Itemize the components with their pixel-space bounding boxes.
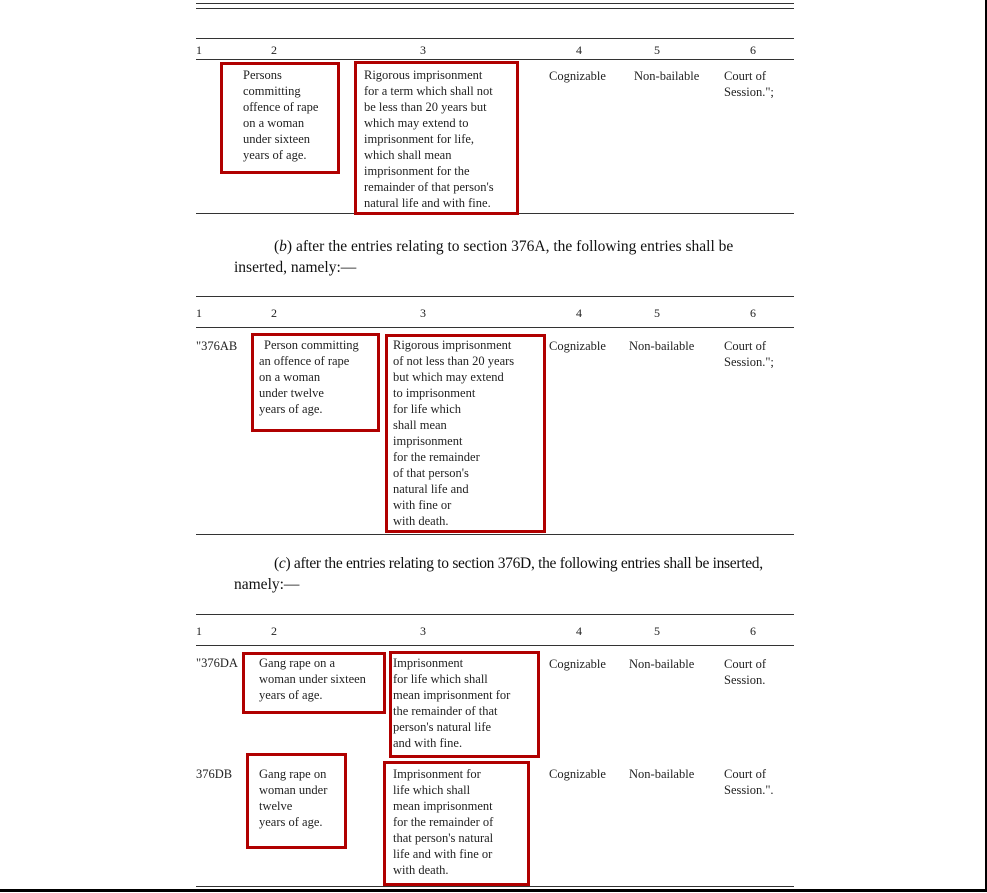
highlight-box-table3-row1-offence	[242, 652, 386, 714]
table1-cognizance-cell: Cognizable	[549, 69, 606, 83]
table3-row1-bail-cell: Non-bailable	[629, 657, 695, 671]
table1-col-4: 4	[576, 43, 582, 57]
table3-col-6: 6	[750, 624, 756, 638]
table3-top-rule	[196, 614, 794, 615]
highlight-box-table2-offence	[251, 333, 380, 432]
table1-col-2: 2	[271, 43, 277, 57]
table2-header-rule	[196, 327, 794, 328]
table3-row1-court-cell: Court of Session.	[724, 657, 767, 687]
table3-row2-offence-cell: Gang rape on woman under twelve years of age.	[259, 767, 328, 829]
table1-header-rule	[196, 59, 794, 60]
table3-header-rule	[196, 645, 794, 646]
table3-row2-court-cell: Court of Session.".	[724, 767, 774, 797]
highlight-box-table3-row2-punishment	[383, 761, 530, 886]
table3-col-3: 3	[420, 624, 426, 638]
highlight-box-table3-row2-offence	[246, 753, 347, 849]
table3-row2-bail-cell: Non-bailable	[629, 767, 695, 781]
paragraph-c: (c) after the entries relating to section 376D, the following entries shall be inserted, namely:—	[234, 555, 763, 593]
table3-row1-cognizance-cell: Cognizable	[549, 657, 606, 671]
top-rule-2	[196, 8, 794, 9]
table1-col-5: 5	[654, 43, 660, 57]
table1-court-cell: Court of Session.";	[724, 69, 774, 99]
table1-top-rule	[196, 38, 794, 39]
table1-offence-cell: Persons committing offence of rape on a woman under sixteen years of age.	[243, 68, 319, 162]
highlight-box-table2-punishment	[385, 334, 546, 533]
table1-col-1: 1	[196, 43, 202, 57]
table3-row1-punishment-cell: Imprisonment for life which shall mean imprisonment for the remainder of that person's natural life and with fine.	[393, 656, 511, 750]
table2-punishment-cell: Rigorous imprisonment of not less than 20 years but which may extend to imprisonment for life which shall mean imprisonment for the remainder of that person's natural life and with fine or with death.	[393, 338, 515, 528]
table3-row2-cognizance-cell: Cognizable	[549, 767, 606, 781]
table3-col-4: 4	[576, 624, 582, 638]
table3-row2-punishment-cell: Imprisonment for life which shall mean imprisonment for the remainder of that person's natural life and with fine or with death.	[393, 767, 494, 877]
highlight-box-table1-offence	[220, 62, 340, 174]
table1-bail-cell: Non-bailable	[634, 69, 700, 83]
table2-col-4: 4	[576, 306, 582, 320]
table2-section-cell: "376AB	[196, 339, 238, 353]
table3-col-1: 1	[196, 624, 202, 638]
table2-col-2: 2	[271, 306, 277, 320]
table2-col-1: 1	[196, 306, 202, 320]
table3-row1-offence-cell: Gang rape on a woman under sixteen years of age.	[259, 656, 366, 702]
table2-top-rule	[196, 296, 794, 297]
table3-row2-section-cell: 376DB	[196, 767, 233, 781]
table3-row1-section-cell: "376DA	[196, 656, 238, 670]
table2-bail-cell: Non-bailable	[629, 339, 695, 353]
table2-col-5: 5	[654, 306, 660, 320]
table1-col-3: 3	[420, 43, 426, 57]
table1-col-6: 6	[750, 43, 756, 57]
table2-bottom-rule	[196, 534, 794, 535]
highlight-box-table3-row1-punishment	[389, 651, 540, 758]
top-rule-1	[196, 3, 794, 4]
table2-cognizance-cell: Cognizable	[549, 339, 606, 353]
table3-col-2: 2	[271, 624, 277, 638]
table2-offence-cell: Person committing an offence of rape on a woman under twelve years of age.	[259, 338, 359, 416]
table1-punishment-cell: Rigorous imprisonment for a term which shall not be less than 20 years but which may extend to imprisonment for life, which shall mean imprisonment for the remainder of that person's natural life and with fine.	[364, 68, 494, 210]
table3-col-5: 5	[654, 624, 660, 638]
highlight-box-table1-punishment	[354, 61, 519, 215]
paragraph-b: (b) after the entries relating to section 376A, the following entries shall be inserted, namely:—	[234, 238, 734, 276]
table2-col-6: 6	[750, 306, 756, 320]
table2-court-cell: Court of Session.";	[724, 339, 774, 369]
table3-bottom-rule	[196, 886, 794, 887]
table2-col-3: 3	[420, 306, 426, 320]
